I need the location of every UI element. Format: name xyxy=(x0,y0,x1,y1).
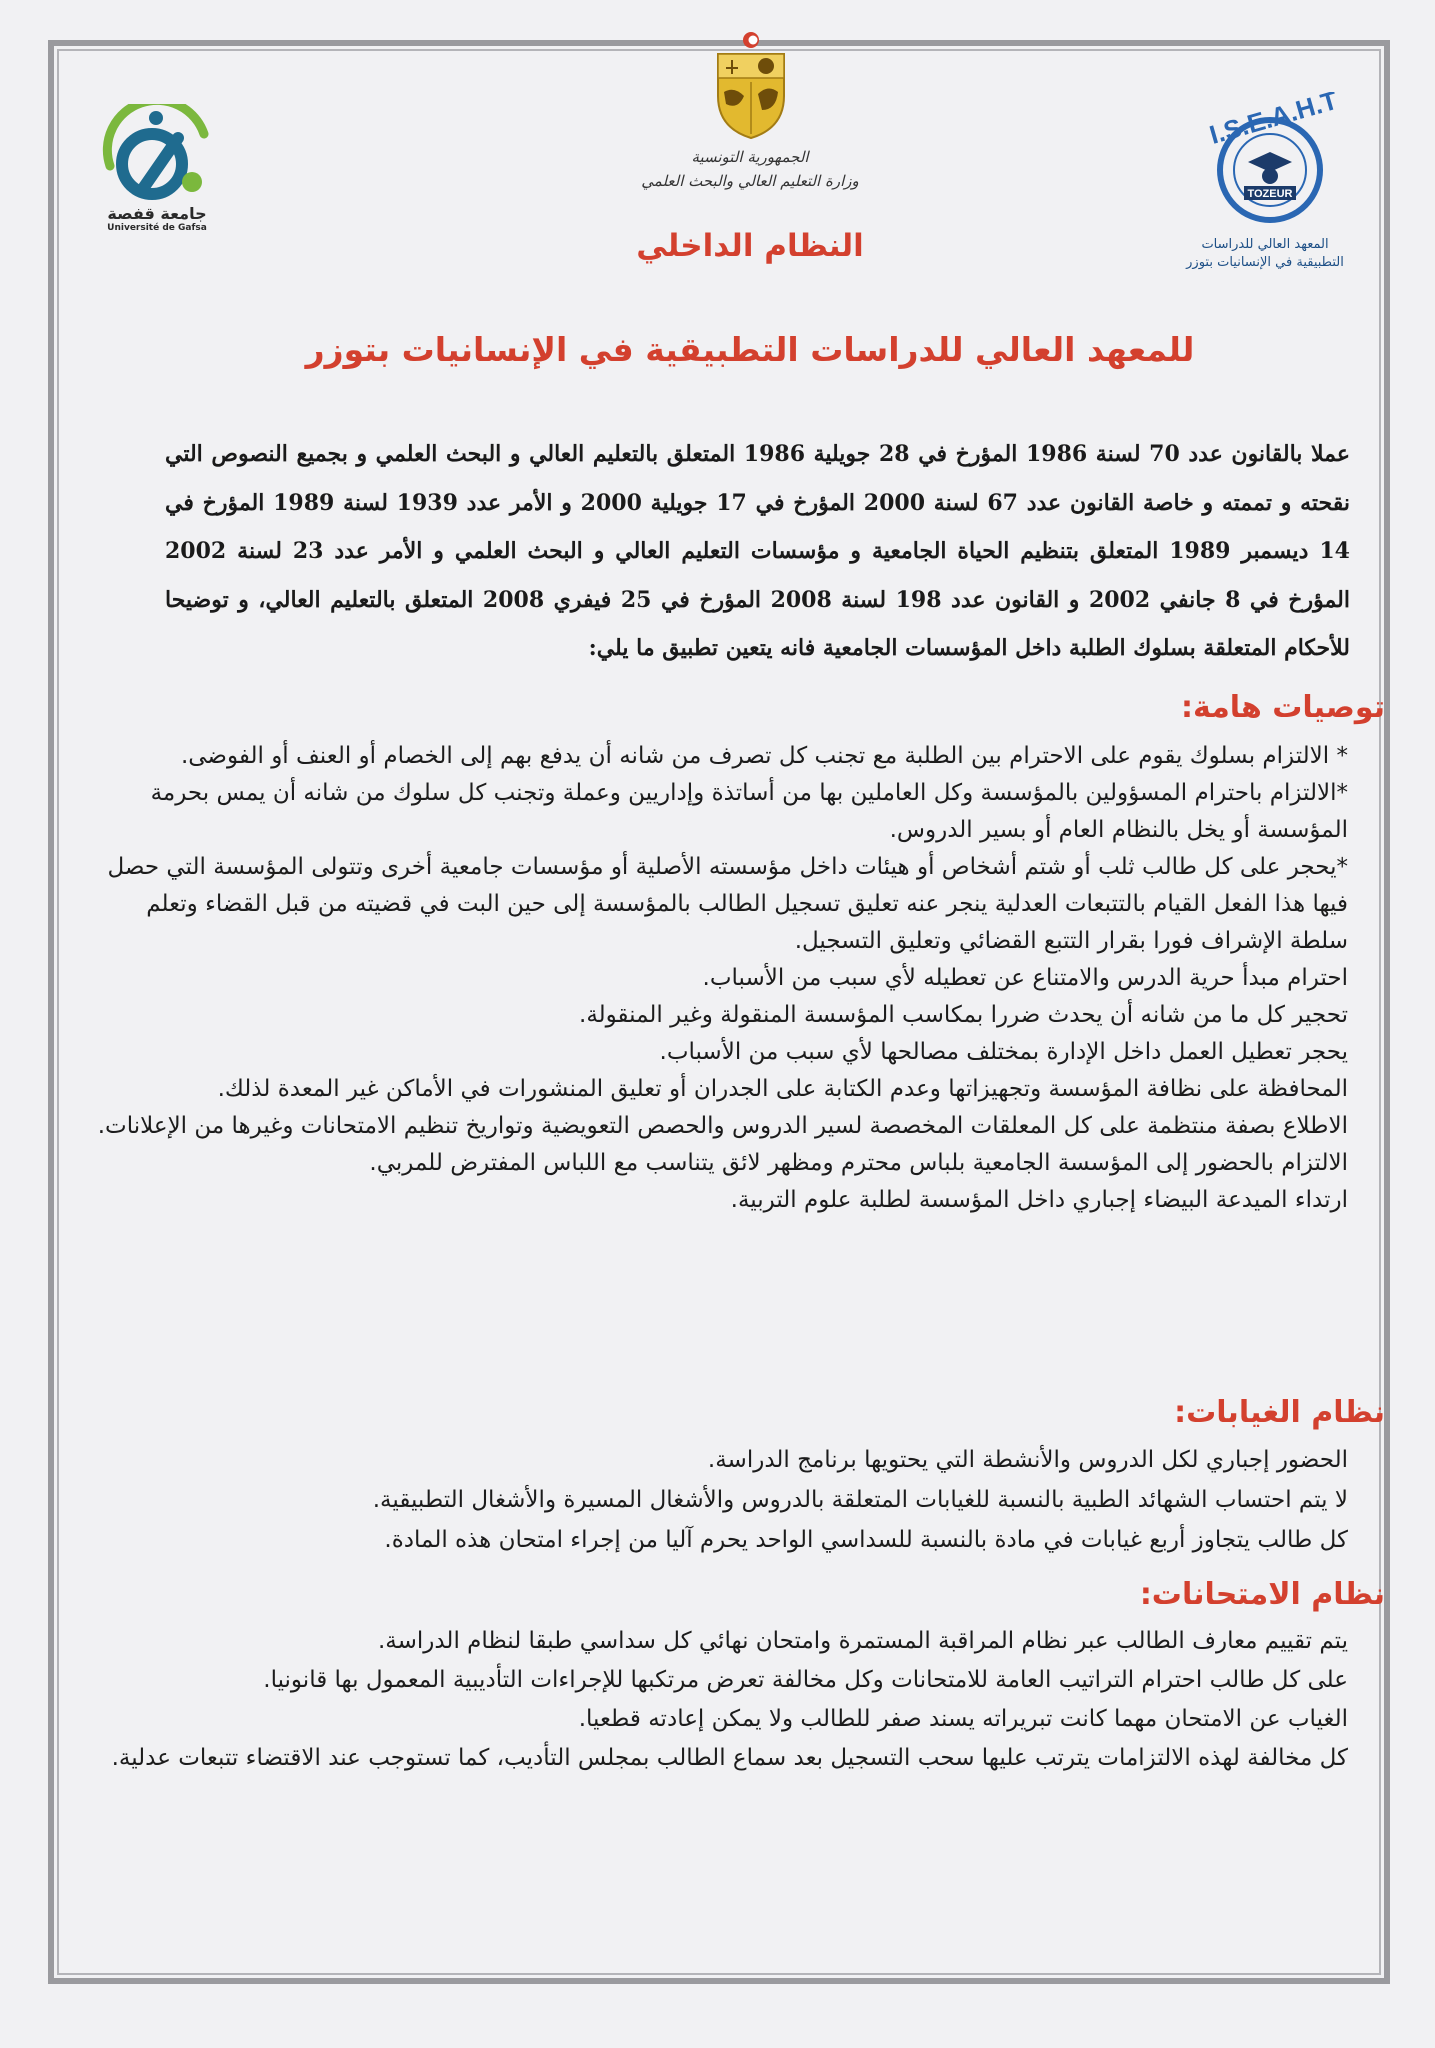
list-item: يتم تقييم معارف الطالب عبر نظام المراقبة المستمرة وامتحان نهائي كل سداسي طبقا لنظام الدراسة. xyxy=(377,1628,1348,1654)
ministry-name: وزارة التعليم العالي والبحث العلمي xyxy=(641,172,859,190)
page-subtitle: للمعهد العالي للدراسات التطبيقية في الإنسانيات بتوزر xyxy=(305,330,1195,369)
list-item: الحضور إجباري لكل الدروس والأنشطة التي يحتويها برنامج الدراسة. xyxy=(707,1447,1348,1473)
list-item: الغياب عن الامتحان مهما كانت تبريراته يسند صفر للطالب ولا يمكن إعادته قطعيا. xyxy=(578,1706,1348,1732)
list-item: الالتزام بالحضور إلى المؤسسة الجامعية بلباس محترم ومظهر لائق يتناسب مع اللباس المفترض للمربي. xyxy=(369,1150,1348,1176)
recommendations-heading: توصيات هامة: xyxy=(1181,690,1385,725)
list-item: يحجر تعطيل العمل داخل الإدارة بمختلف مصالحها لأي سبب من الأسباب. xyxy=(659,1039,1348,1065)
list-item: *يحجر على كل طالب ثلب أو شتم أشخاص أو هيئات داخل مؤسسته الأصلية أو مؤسسات جامعية أخرى وتتولى المؤسسة التي حصل فيها هذا الفعل القيام بالتتبعات العدلية ينجر عنه تعليق تسجيل الطالب بالمؤسسة إلى حين البت في قضيته من قبل القضاء وتعلم سلطة الإشراف فورا بقرار التتبع القضائي وتعليق التسجيل. xyxy=(107,854,1348,954)
institute-name: المعهد العالي للدراسات التطبيقية في الإنسانيات بتوزر xyxy=(1186,237,1344,270)
list-item: *الالتزام باحترام المسؤولين بالمؤسسة وكل العاملين بها من أساتذة وإداريين وعملة وتجنب كل سلوك من شانه أن يمس بحرمة المؤسسة أو يخل بالنظام العام أو بسير الدروس. xyxy=(150,780,1348,843)
list-item: ارتداء الميدعة البيضاء إجباري داخل المؤسسة لطلبة علوم التربية. xyxy=(730,1187,1348,1213)
absences-heading: نظام الغيابات: xyxy=(1174,1395,1385,1430)
list-item: * الالتزام بسلوك يقوم على الاحترام بين الطلبة مع تجنب كل تصرف من شانه أن يدفع بهم إلى الخصام أو العنف أو الفوضى. xyxy=(180,743,1348,769)
intro-paragraph: عملا بالقانون عدد 70 لسنة 1986 المؤرخ في 28 جويلية 1986 المتعلق بالتعليم العالي و البحث العلمي و بجميع النصوص التي نقحته و تممته و خاصة القانون عدد 67 لسنة 2000 المؤرخ في 17 جويلية 2000 و الأمر عدد 1939 لسنة 1989 المؤرخ في 14 ديسمبر 1989 المتعلق بتنظيم الحياة الجامعية و مؤسسات التعليم العالي و البحث العلمي و الأمر عدد 23 لسنة 2002 المؤرخ في 8 جانفي 2002 و القانون عدد 198 لسنة 2008 المؤرخ في 25 فيفري 2008 المتعلق بالتعليم العالي، و توضيحا للأحكام المتعلقة بسلوك الطلبة داخل المؤسسات الجامعية فانه يتعين تطبيق ما يلي: xyxy=(165,441,1350,661)
recommendations-list xyxy=(88,738,1348,1219)
iseaht-seal-icon xyxy=(1180,92,1350,232)
logo-city-text: TOZEUR xyxy=(1247,188,1293,200)
list-item: تحجير كل ما من شانه أن يحدث ضررا بمكاسب المؤسسة المنقولة وغير المنقولة. xyxy=(579,1002,1348,1028)
list-item: احترام مبدأ حرية الدرس والامتناع عن تعطيله لأي سبب من الأسباب. xyxy=(702,965,1348,991)
university-gafsa-logo xyxy=(92,104,222,234)
gafsa-emblem-icon xyxy=(92,104,222,204)
absences-list xyxy=(88,1440,1348,1560)
list-item: لا يتم احتساب الشهائد الطبية بالنسبة للغيابات المتعلقة بالدروس والأشغال المسيرة والأشغال التطبيقية. xyxy=(372,1487,1348,1513)
list-item: كل مخالفة لهذه الالتزامات يترتب عليها سحب التسجيل بعد سماع الطالب بمجلس التأديب، كما تستوجب عند الاقتضاء تتبعات عدلية. xyxy=(111,1745,1348,1771)
gafsa-logo-arabic: جامعة قفصة xyxy=(107,204,207,223)
gafsa-logo-french: Université de Gafsa xyxy=(107,223,207,233)
header-ministry-block xyxy=(560,145,940,193)
tunisia-coat-of-arms-icon xyxy=(710,30,792,140)
iseaht-tozeur-logo xyxy=(1180,92,1370,282)
exams-list xyxy=(88,1622,1348,1778)
list-item: الاطلاع بصفة منتظمة على كل المعلقات المخصصة لسير الدروس والحصص التعويضية وتواريخ تنظيم الامتحانات وغيرها من الإعلانات. xyxy=(97,1113,1348,1139)
page-title: النظام الداخلي xyxy=(636,228,864,264)
exams-heading: نظام الامتحانات: xyxy=(1139,1577,1385,1612)
list-item: على كل طالب احترام التراتيب العامة للامتحانات وكل مخالفة تعرض مرتكبها للإجراءات التأديبية المعمول بها قانونيا. xyxy=(263,1667,1348,1693)
logo-acronym-text: I.S.E.A.H.T xyxy=(1206,92,1341,150)
country-name: الجمهورية التونسية xyxy=(691,148,809,166)
list-item: كل طالب يتجاوز أربع غيابات في مادة بالنسبة للسداسي الواحد يحرم آليا من إجراء امتحان هذه المادة. xyxy=(384,1527,1348,1553)
list-item: المحافظة على نظافة المؤسسة وتجهيزاتها وعدم الكتابة على الجدران أو تعليق المنشورات في الأماكن غير المعدة لذلك. xyxy=(217,1076,1348,1102)
